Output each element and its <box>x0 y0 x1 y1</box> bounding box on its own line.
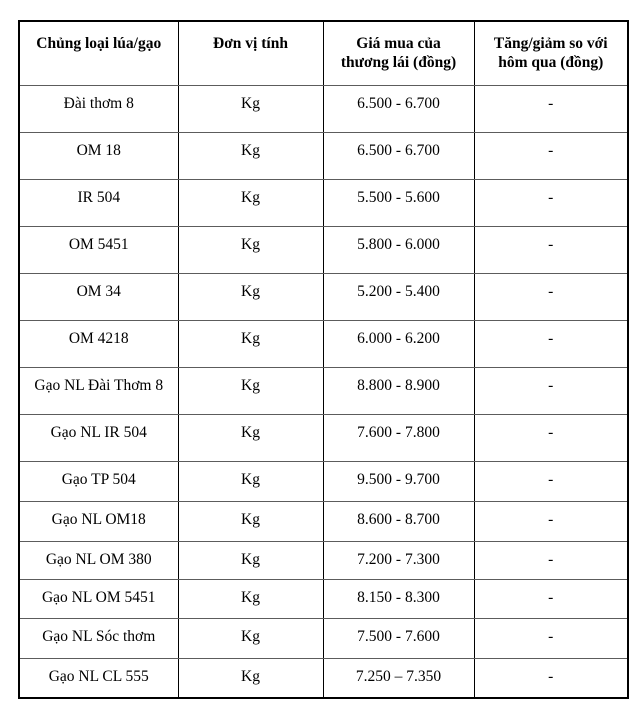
cell-unit: Kg <box>178 226 323 273</box>
cell-price: 8.600 - 8.700 <box>323 501 474 541</box>
cell-unit: Kg <box>178 179 323 226</box>
cell-unit: Kg <box>178 85 323 132</box>
table-row <box>19 320 628 367</box>
cell-change: - <box>474 658 628 698</box>
rice-price-table-container <box>18 20 629 699</box>
header-unit <box>178 21 323 85</box>
table-row <box>19 541 628 579</box>
cell-change: - <box>474 414 628 461</box>
header-type-line1: Chủng loại lúa/gạo <box>36 35 162 52</box>
table-row <box>19 501 628 541</box>
table-row <box>19 367 628 414</box>
cell-unit: Kg <box>178 132 323 179</box>
cell-change: - <box>474 618 628 658</box>
cell-unit: Kg <box>178 658 323 698</box>
cell-name: Gạo TP 504 <box>19 461 178 501</box>
cell-change: - <box>474 226 628 273</box>
cell-price: 9.500 - 9.700 <box>323 461 474 501</box>
cell-price: 8.150 - 8.300 <box>323 579 474 618</box>
cell-price: 7.500 - 7.600 <box>323 618 474 658</box>
cell-change: - <box>474 501 628 541</box>
table-row <box>19 461 628 501</box>
cell-price: 6.500 - 6.700 <box>323 132 474 179</box>
cell-change: - <box>474 320 628 367</box>
header-price <box>323 21 474 85</box>
cell-change: - <box>474 273 628 320</box>
cell-name: OM 18 <box>19 132 178 179</box>
cell-name: Gạo NL CL 555 <box>19 658 178 698</box>
rice-price-table <box>18 20 629 699</box>
cell-name: Gạo NL OM 5451 <box>19 579 178 618</box>
cell-unit: Kg <box>178 367 323 414</box>
cell-unit: Kg <box>178 501 323 541</box>
cell-unit: Kg <box>178 320 323 367</box>
header-price-line1: Giá mua của <box>356 35 441 52</box>
cell-name: Gạo NL Đài Thơm 8 <box>19 367 178 414</box>
cell-change: - <box>474 132 628 179</box>
cell-name: Đài thơm 8 <box>19 85 178 132</box>
cell-name: OM 4218 <box>19 320 178 367</box>
table-row <box>19 579 628 618</box>
cell-unit: Kg <box>178 414 323 461</box>
header-change-line1: Tăng/giảm so với <box>493 35 608 52</box>
cell-unit: Kg <box>178 618 323 658</box>
cell-price: 7.600 - 7.800 <box>323 414 474 461</box>
table-row <box>19 85 628 132</box>
cell-name: OM 5451 <box>19 226 178 273</box>
cell-name: Gạo NL IR 504 <box>19 414 178 461</box>
cell-change: - <box>474 461 628 501</box>
table-row <box>19 658 628 698</box>
cell-unit: Kg <box>178 541 323 579</box>
cell-unit: Kg <box>178 579 323 618</box>
header-change <box>474 21 628 85</box>
table-row <box>19 273 628 320</box>
cell-change: - <box>474 367 628 414</box>
cell-name: Gạo NL OM 380 <box>19 541 178 579</box>
table-row <box>19 414 628 461</box>
cell-price: 7.250 – 7.350 <box>323 658 474 698</box>
cell-price: 7.200 - 7.300 <box>323 541 474 579</box>
cell-price: 5.500 - 5.600 <box>323 179 474 226</box>
cell-change: - <box>474 541 628 579</box>
header-unit-line1: Đơn vị tính <box>213 35 288 52</box>
header-change-line2: hôm qua (đồng) <box>498 54 604 71</box>
cell-change: - <box>474 179 628 226</box>
cell-name: Gạo NL Sóc thơm <box>19 618 178 658</box>
cell-name: IR 504 <box>19 179 178 226</box>
cell-unit: Kg <box>178 273 323 320</box>
table-body <box>19 85 628 698</box>
cell-change: - <box>474 579 628 618</box>
table-row <box>19 226 628 273</box>
header-row <box>19 21 628 85</box>
table-row <box>19 132 628 179</box>
cell-price: 6.500 - 6.700 <box>323 85 474 132</box>
table-row <box>19 618 628 658</box>
cell-change: - <box>474 85 628 132</box>
header-type <box>19 21 178 85</box>
cell-unit: Kg <box>178 461 323 501</box>
cell-price: 5.800 - 6.000 <box>323 226 474 273</box>
cell-price: 5.200 - 5.400 <box>323 273 474 320</box>
cell-name: OM 34 <box>19 273 178 320</box>
header-price-line2: thương lái (đồng) <box>340 54 457 71</box>
cell-price: 8.800 - 8.900 <box>323 367 474 414</box>
table-row <box>19 179 628 226</box>
table-header <box>19 21 628 85</box>
cell-price: 6.000 - 6.200 <box>323 320 474 367</box>
cell-name: Gạo NL OM18 <box>19 501 178 541</box>
